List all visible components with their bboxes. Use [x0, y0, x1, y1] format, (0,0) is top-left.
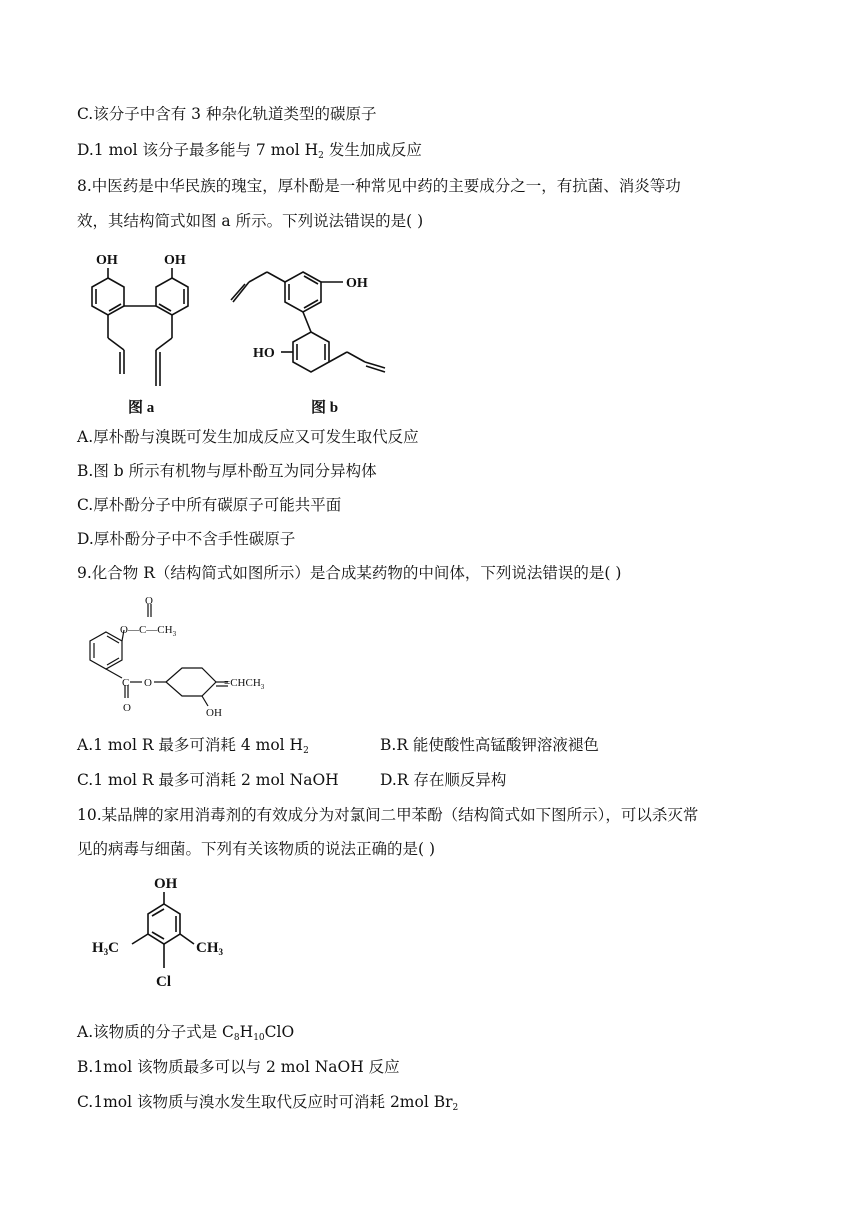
q10-fig-oh: OH — [154, 876, 178, 892]
q10-option-c — [77, 1092, 458, 1118]
q9-fig-carbonyl-o-top: O — [145, 595, 153, 607]
q7-option-d-tail: 发生加成反应 — [323, 141, 422, 159]
q9-option-a — [77, 735, 309, 761]
q8-option-d: D.厚朴酚分子中不含手性碳原子 — [77, 530, 296, 548]
q8-fig-b-caption: 图 b — [311, 400, 339, 416]
q7-option-d-text: D.1 mol 该分子最多能与 7 mol H — [77, 141, 319, 159]
q9-fig-carbonyl-o-bottom: O — [123, 702, 131, 714]
q10-option-a — [77, 1022, 294, 1048]
q8-fig-a-caption: 图 a — [128, 400, 155, 416]
q9-fig-ester-o-link: O — [144, 677, 152, 689]
q7-option-c: C.该分子中含有 3 种杂化轨道类型的碳原子 — [77, 105, 377, 123]
q10-option-b: B.1mol 该物质最多可以与 2 mol NaOH 反应 — [77, 1058, 400, 1076]
q9-option-b: B.R 能使酸性高锰酸钾溶液褪色 — [380, 736, 599, 754]
q8-fig-b-ho: HO — [253, 346, 275, 361]
q10-option-a-tail: ClO — [264, 1023, 295, 1041]
q8-fig-b-oh: OH — [346, 276, 368, 291]
q10-option-a-h: H — [239, 1023, 254, 1041]
q8-option-b: B.图 b 所示有机物与厚朴酚互为同分异构体 — [77, 462, 377, 480]
q9-option-d: D.R 存在顺反异构 — [380, 771, 507, 789]
q10-option-c-text: C.1mol 该物质与溴水发生取代反应时可消耗 2mol Br — [77, 1093, 453, 1111]
q10-figure — [86, 870, 246, 1010]
q8-fig-a-oh-right: OH — [164, 253, 186, 268]
q8-fig-a-oh-left: OH — [96, 253, 118, 268]
q8-figure-a — [80, 246, 200, 418]
q9-fig-ester-carbon: C — [122, 677, 130, 689]
q10-option-a-text: A.该物质的分子式是 C — [77, 1023, 234, 1041]
q7-option-d — [77, 140, 422, 166]
q7-option-d-subscript: 2 — [318, 151, 324, 161]
q10-option-a-sub1: 8 — [233, 1033, 240, 1043]
q9-stem: 9.化合物 R（结构简式如图所示）是合成某药物的中间体，下列说法错误的是( ) — [77, 564, 622, 582]
q9-option-c: C.1 mol R 最多可消耗 2 mol NaOH — [77, 771, 339, 789]
q9-fig-oh: OH — [206, 707, 222, 719]
q10-option-c-subscript: 2 — [452, 1103, 459, 1113]
q9-fig-acetoxy: $O—C—CH_3$ — [120, 624, 177, 638]
q8-option-a: A.厚朴酚与溴既可发生加成反应又可发生取代反应 — [77, 428, 419, 446]
q10-fig-methyl-right: $CH_3$ — [196, 940, 223, 957]
q9-option-a-subscript: 2 — [303, 746, 309, 756]
q10-fig-methyl-left: $H_3C$ — [92, 940, 120, 957]
q9-option-a-text: A.1 mol R 最多可消耗 4 mol H — [77, 736, 304, 754]
q8-stem-line1: 8.中医药是中华民族的瑰宝，厚朴酚是一种常见中药的主要成分之一，有抗菌、消炎等功 — [77, 177, 681, 195]
q10-option-a-sub2: 10 — [253, 1033, 265, 1043]
q10-stem-line1: 10.某品牌的家用消毒剂的有效成分为对氯间二甲苯酚（结构简式如下图所示），可以杀灭常 — [77, 806, 699, 824]
q8-figure-b — [215, 258, 415, 418]
q9-figure — [74, 594, 294, 724]
q10-stem-line2: 见的病毒与细菌。下列有关该物质的说法正确的是( ) — [77, 840, 436, 858]
q8-option-c: C.厚朴酚分子中所有碳原子可能共平面 — [77, 496, 342, 514]
q9-fig-ethylidene: $=CHCH_3$ — [224, 677, 265, 691]
q8-stem-line2: 效，其结构简式如图 a 所示。下列说法错误的是( ) — [77, 212, 424, 230]
q10-fig-cl: Cl — [156, 974, 171, 990]
